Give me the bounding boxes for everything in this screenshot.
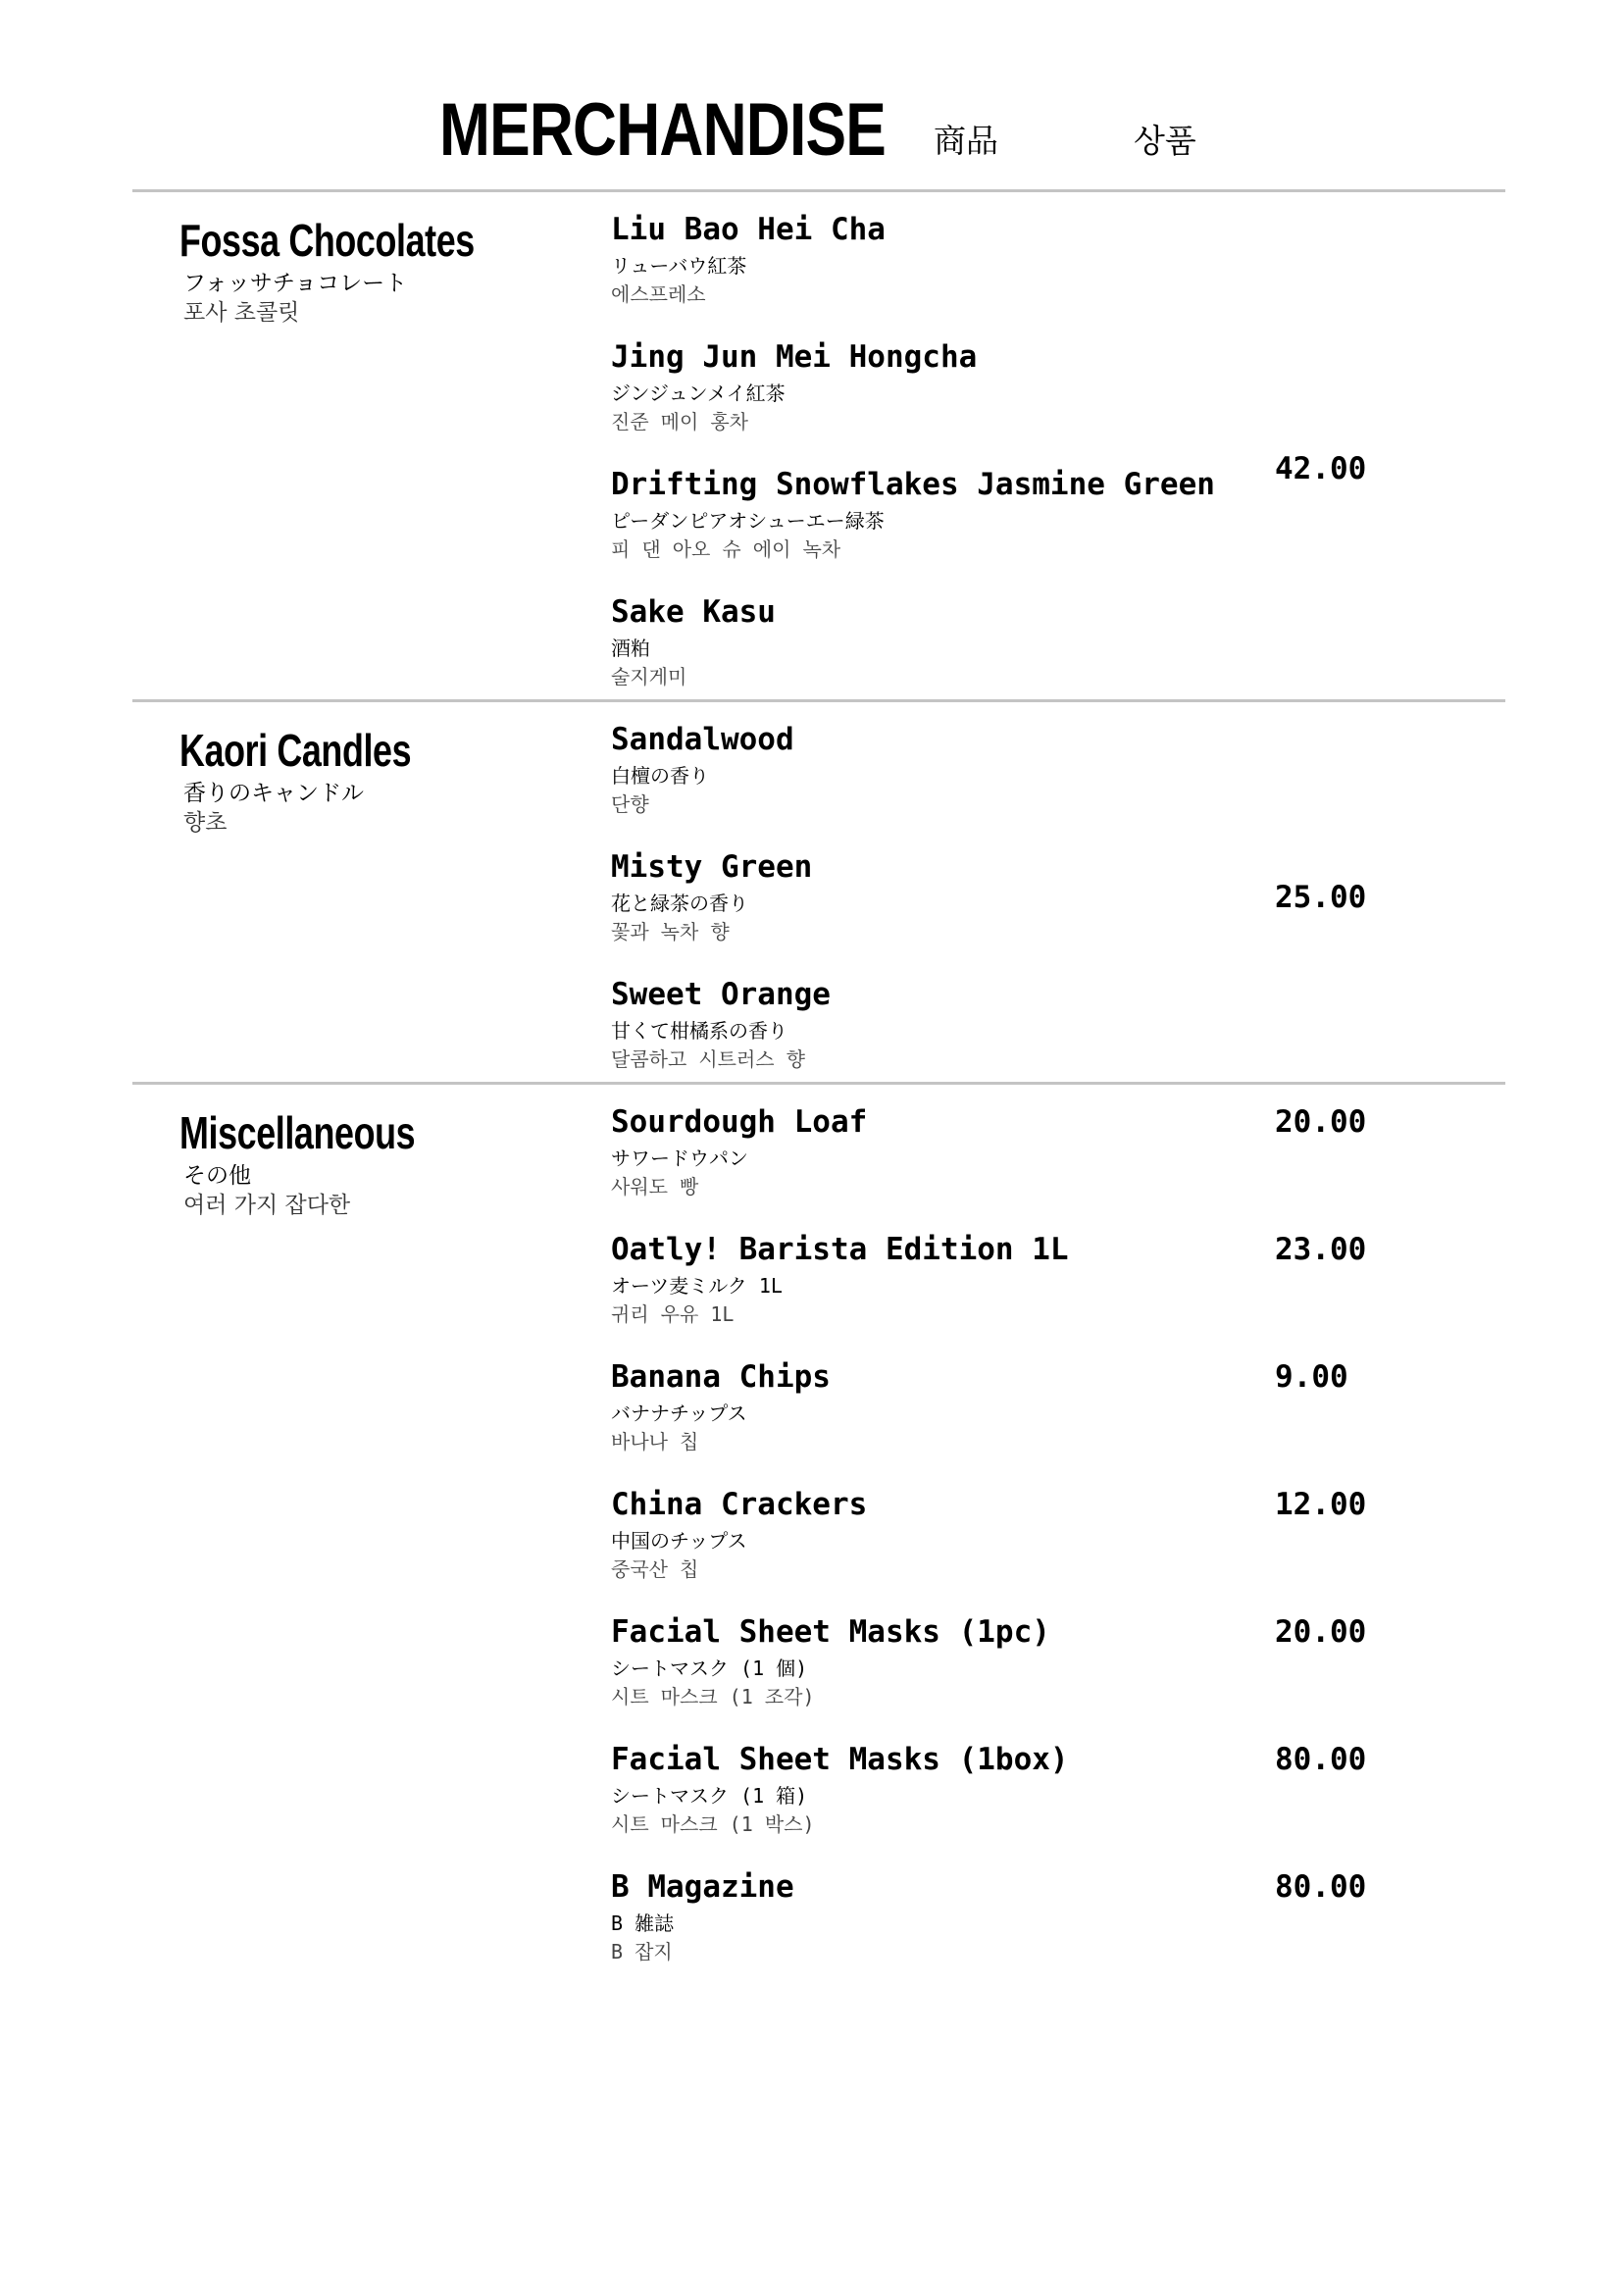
menu-item: [611, 1230, 1258, 1351]
menu-item: [611, 592, 1258, 714]
item-name: Facial Sheet Masks (1pc): [611, 1614, 1050, 1650]
item-name: Sandalwood: [611, 722, 794, 757]
item-name-jp: シートマスク (1 個): [611, 1657, 808, 1680]
item-name-jp: 花と緑茶の香り: [611, 892, 748, 915]
item-name-jp: リューバウ紅茶: [611, 254, 747, 278]
menu-item: [611, 975, 1258, 1096]
item-name-jp: ジンジュンメイ紅茶: [611, 382, 786, 405]
menu-item: [611, 465, 1258, 586]
page-title: MERCHANDISE: [439, 88, 886, 172]
item-name-jp: オーツ麦ミルク 1L: [611, 1274, 783, 1298]
item-name-kr: 진준 메이 홍차: [611, 410, 749, 433]
menu-item: [611, 1485, 1258, 1606]
item-name: Drifting Snowflakes Jasmine Green: [611, 467, 1215, 502]
item-name: B Magazine: [611, 1869, 794, 1905]
item-name-kr: 꽃과 녹차 향: [611, 920, 730, 943]
item-name-jp: 酒粕: [611, 637, 650, 660]
item-name: Liu Bao Hei Cha: [611, 212, 886, 247]
item-name-jp: サワードウパン: [611, 1147, 748, 1170]
item-price: 20.00: [1275, 1104, 1367, 1140]
page-title-jp: 商品: [934, 122, 998, 160]
menu-item: [611, 1867, 1258, 1989]
item-name: Misty Green: [611, 849, 813, 885]
menu-item: [611, 1612, 1258, 1734]
item-price: 25.00: [1275, 880, 1367, 915]
item-price: 9.00: [1275, 1359, 1348, 1395]
category-name-jp: フォッサチョコレート: [183, 271, 408, 296]
category-name-kr: 향초: [183, 810, 228, 836]
menu-item: [611, 1102, 1258, 1224]
item-name-kr: 시트 마스크 (1 조각): [611, 1685, 815, 1708]
item-name-kr: 바나나 칩: [611, 1430, 699, 1453]
item-name-kr: 단향: [611, 792, 649, 816]
item-price: 20.00: [1275, 1614, 1367, 1650]
menu-item: [611, 337, 1258, 459]
item-name: Sake Kasu: [611, 594, 776, 630]
item-price: 80.00: [1275, 1869, 1367, 1905]
category-name-jp: その他: [183, 1163, 251, 1189]
item-name: China Crackers: [611, 1487, 868, 1522]
menu-item: [611, 1357, 1258, 1479]
page-title-kr: 상품: [1134, 122, 1196, 160]
menu-item: [611, 1740, 1258, 1861]
item-name-jp: B 雑誌: [611, 1912, 675, 1935]
divider: [132, 1082, 1505, 1085]
menu-item: [611, 210, 1258, 331]
item-name-jp: 白檀の香り: [611, 764, 709, 788]
item-name-jp: バナナチップス: [611, 1402, 747, 1425]
item-name: Sweet Orange: [611, 977, 831, 1012]
item-name-kr: 중국산 칩: [611, 1557, 699, 1581]
category-name-kr: 포사 초콜릿: [183, 300, 300, 326]
item-price: 42.00: [1275, 451, 1367, 486]
divider: [132, 189, 1505, 192]
item-name: Jing Jun Mei Hongcha: [611, 339, 978, 375]
item-name: Oatly! Barista Edition 1L: [611, 1232, 1069, 1267]
item-name-kr: 달콤하고 시트러스 향: [611, 1047, 805, 1071]
item-name: Facial Sheet Masks (1box): [611, 1742, 1069, 1777]
item-name-jp: 甘くて柑橘系の香り: [611, 1019, 787, 1043]
item-name-kr: 사워도 빵: [611, 1175, 699, 1198]
item-name-kr: 술지게미: [611, 665, 687, 688]
category-name-jp: 香りのキャンドル: [183, 781, 364, 806]
item-name: Sourdough Loaf: [611, 1104, 868, 1140]
item-price: 80.00: [1275, 1742, 1367, 1777]
item-name: Banana Chips: [611, 1359, 831, 1395]
item-price: 12.00: [1275, 1487, 1367, 1522]
category-name-kr: 여러 가지 잡다한: [183, 1193, 351, 1218]
item-name-kr: 시트 마스크 (1 박스): [611, 1812, 815, 1836]
item-price: 23.00: [1275, 1232, 1367, 1267]
divider: [132, 699, 1505, 702]
menu-item: [611, 847, 1258, 969]
item-name-jp: ピーダンピアオシューエー緑茶: [611, 509, 885, 533]
category-name: Kaori Candles: [179, 725, 412, 776]
category-name: Miscellaneous: [179, 1107, 416, 1158]
item-name-kr: 귀리 우유 1L: [611, 1302, 735, 1326]
menu-item: [611, 720, 1258, 841]
item-name-kr: 피 댄 아오 슈 에이 녹차: [611, 537, 841, 561]
item-name-jp: 中国のチップス: [611, 1529, 747, 1553]
item-name-jp: シートマスク (1 箱): [611, 1784, 808, 1808]
category-name: Fossa Chocolates: [179, 215, 475, 266]
item-name-kr: 에스프레소: [611, 282, 706, 306]
item-name-kr: B 잡지: [611, 1940, 673, 1963]
